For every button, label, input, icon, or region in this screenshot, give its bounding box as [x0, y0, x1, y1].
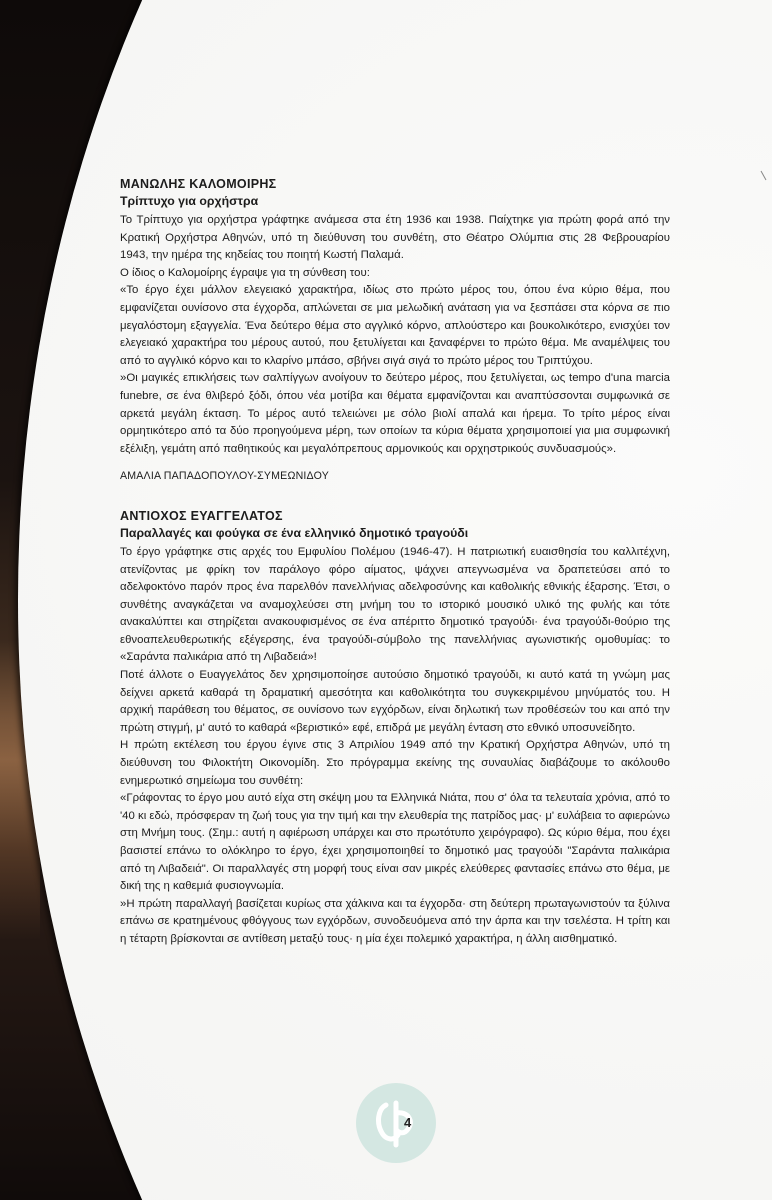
paragraph: »Οι μαγικές επικλήσεις των σαλπίγγων ανοίγουν το δεύτερο μέρος, που ξετυλίγεται, ως tempo d'una marcia funebre, σε ένα θλιβερό ξόδι, όπου νέα μοτίβα και θέματα εμφανίζονται και αναπτύσσονται συμφωνικά σε αρκετά μεγάλη έκταση. Το μέρος αυτό τελειώνει με σόλο βιολί απαλά και ήρεμα. Το τρίτο μέρος είναι ορμητικότερο από τα δύο προηγούμενα μέρη, των οποίων τα κύρια θέματα χρησιμοποιεί για μια συμφωνική εξέλιξη, γεμάτη από παθητικούς και μεγαλόπρεπους αρμονικούς και ορχηστρικούς συνδυασμούς». [120, 372, 670, 455]
article-body [120, 176, 670, 949]
composer-heading: ΜΑΝΩΛΗΣ ΚΑΛΟΜΟΙΡΗΣ [120, 177, 277, 191]
paragraph: «Γράφοντας το έργο μου αυτό είχα στη σκέψη μου τα Ελληνικά Νιάτα, που σ' όλα τα τελευταία χρόνια, από το '40 κι εδώ, πρόσφεραν τη ζωή τους για την τιμή και την ελευθερία της πατρίδος μας· μ' ευλάβεια το αφιερώνω στη Μνήμη τους. (Σημ.: αυτή η αφιέρωση υπάρχει και στο πρωτότυπο χειρόγραφο). Ως κύριο θέμα, που έχει βασιστεί επάνω το ολόκληρο το έργο, έχει χρησιμοποιηθεί το δημοτικό μας τραγούδι "Σαράντα παλικάρια από τη Λιβαδειά". Οι παραλλαγές στη μορφή τους είναι σαν μικρές ελεύθερες φαντασίες επάνω στο θέμα, με δική της η καθεμιά φυσιογνωμία. [120, 792, 670, 893]
section-evangelatos [120, 508, 670, 949]
paragraph: «Το έργο έχει μάλλον ελεγειακό χαρακτήρα, ιδίως στο πρώτο μέρος του, όπου ένα κύριο θέμα, που εμφανίζεται ουνίσονο στα έγχορδα, απλώνεται σε μια μελωδική ανάταση για να ξεσπάσει στα κόρνα σε πιο μεγαλόστομη εξαγγελία. Ένα δεύτερο θέμα στο αγγλικό κόρνο, απλούστερο και βουκολικότερο, ενισχύει τον ελεγειακό χαρακτήρα του μέρους αυτού, που ξετυλίγεται και ξαναφέρνει το πρώτο θέμα. Με αναμέλψεις του από το αγγλικό κόρνο και το κλαρίνο μπάσο, σβήνει σιγά σιγά το πρώτο μέρος του Τριπτύχου. [120, 284, 670, 367]
paragraph: Το έργο γράφτηκε στις αρχές του Εμφυλίου Πολέμου (1946-47). Η πατριωτική ευαισθησία του καλλιτέχνη, ατενίζοντας με φρίκη τον παράλογο φόρο αίματος, ψάχνει απεγνωσμένα να δραπετεύσει από το αδελφοκτόνο παρόν προς ένα παρελθόν πανελλήνιας αδελφοσύνης και καθολικής εθνικής έξαρσης. Έτσι, ο συνθέτης αναγκάζεται να αναμοχλεύσει στη μνήμη του το ιστορικό μουσικό υλικό της φυλής και τότε ανακαλύπτει και στηρίζεται ανακουφισμένος σε ένα απέριττο δημοτικό τραγούδι· ένα τραγούδι-θούριο της εθνοαπελευθερωτικής εξέγερσης, ένα τραγούδι-σύμβολο της πανελλήνιας αγωνιστικής ομοθυμίας: το «Σαράντα παλικάρια από τη Λιβαδειά»! [120, 545, 670, 664]
composer-heading: ΑΝΤΙΟΧΟΣ ΕΥΑΓΓΕΛΑΤΟΣ [120, 508, 283, 523]
corner-mark-icon [760, 170, 768, 182]
section-kalomoiris [120, 176, 670, 486]
work-title: Παραλλαγές και φούγκα σε ένα ελληνικό δημοτικό τραγούδι [120, 525, 469, 540]
paragraph: Ποτέ άλλοτε ο Ευαγγελάτος δεν χρησιμοποίησε αυτούσιο δημοτικό τραγούδι, κι αυτό κατά τη γνώμη μας δείχνει αρκετά καθαρά τη δραματική αμεσότητα και καθολικότητα του συγκεκριμένου μηνύματός του. Η αρχική παράθεση του θέματος, σε ουνίσονο των εγχόρδων, είναι δηλωτική των προθέσεών του και από την πρώτη στιγμή, μ' αυτό το καθαρά «βεριστικό» εφέ, επιδρά με μεγάλη ένταση στο εθνικό υποσυνείδητο. [120, 669, 670, 734]
paragraph: »Η πρώτη παραλλαγή βασίζεται κυρίως στα χάλκινα και τα έγχορδα· στη δεύτερη πρωταγωνιστούν τα ξύλινα επάνω σε κρατημένους φθόγγους των εγχόρδων, συνοδευόμενα από την άρπα και την τσελέστα. Η τρίτη και η τέταρτη βρίσκονται σε αντίθεση μεταξύ τους· η μία έχει πολεμικό χαρακτήρα, η άλλη αισθηματικό. [120, 897, 670, 945]
author-credit: ΑΜΑΛΙΑ ΠΑΠΑΔΟΠΟΥΛΟΥ-ΣΥΜΕΩΝΙΔΟΥ [120, 470, 329, 483]
paragraph: Το Τρίπτυχο για ορχήστρα γράφτηκε ανάμεσα στα έτη 1936 και 1938. Παίχτηκε για πρώτη φορά από την Κρατική Ορχήστρα Αθηνών, υπό τη διεύθυνση του συνθέτη, στο Θέατρο Ολύμπια στις 28 Φεβρουαρίου 1943, την ημέρα της κηδείας του ποιητή Κωστή Παλαμά. [120, 214, 670, 262]
publisher-monogram-icon [356, 1083, 436, 1163]
work-title: Τρίπτυχο για ορχήστρα [120, 194, 259, 208]
paragraph: Η πρώτη εκτέλεση του έργου έγινε στις 3 Απριλίου 1949 από την Κρατική Ορχήστρα Αθηνών, υπό τη διεύθυνση του Φιλοκτήτη Οικονομίδη. Στο πρόγραμμα εκείνης της συναυλίας διαβάζουμε το ακόλουθο ενημερωτικό σημείωμα του συνθέτη: [120, 739, 670, 787]
paragraph: Ο ίδιος ο Καλομοίρης έγραψε για τη σύνθεση του: [120, 266, 370, 279]
page-number: 4 [404, 1115, 412, 1130]
